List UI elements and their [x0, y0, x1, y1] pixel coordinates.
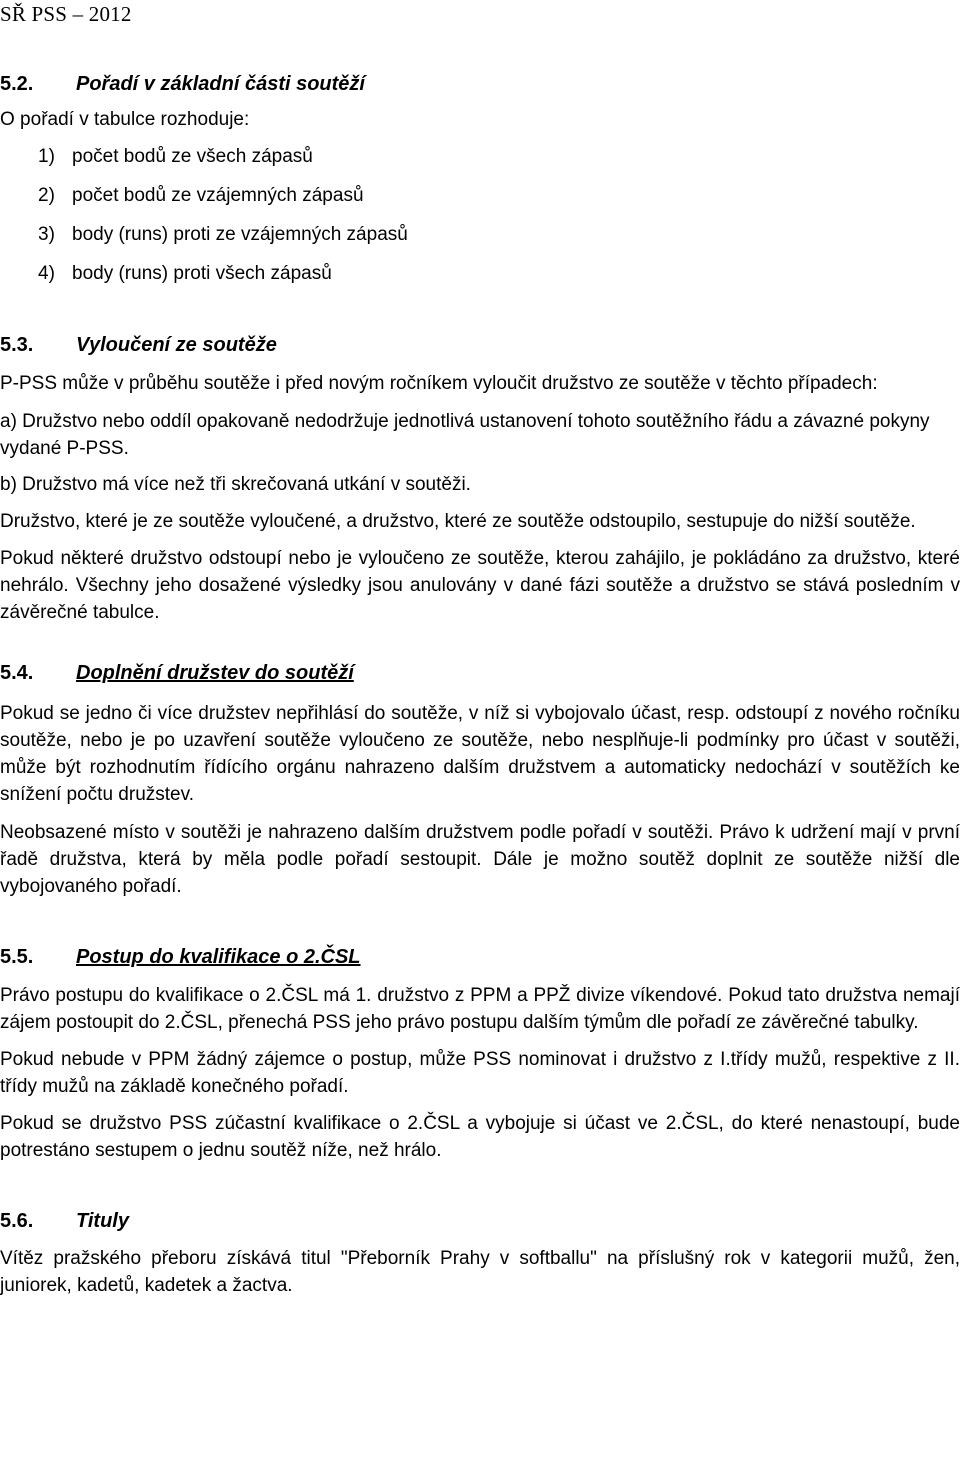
- section-title: Pořadí v základní části soutěží: [76, 73, 365, 95]
- paragraph: Právo postupu do kvalifikace o 2.ČSL má 1. družstvo z PPM a PPŽ divize víkendové. Pokud tato družstva nemají zájem postoupit do 2.ČSL, přenechá PSS jeho právo postupu dalším týmům dle pořadí ze závěrečné tabulky.: [0, 985, 960, 1033]
- paragraph: Pokud se družstvo PSS zúčastní kvalifikace o 2.ČSL a vybojuje si účast ve 2.ČSL, do které nenastoupí, bude potrestáno sestupem o jednu soutěž níže, než hrálo.: [0, 1113, 960, 1161]
- section-number: 5.2.: [0, 73, 34, 95]
- paragraph: Pokud se jedno či více družstev nepřihlásí do soutěže, v níž si vybojovalo účast, resp. odstoupí z nového ročníku soutěže, nebo je po uzavření soutěže vyloučeno ze soutěže, nebo nesplňuje-li podmínky pro účast v soutěži, může být rozhodnutím řídícího orgánu nahrazeno dalším družstvem a automaticky nedochází v soutěžích ke snížení počtu družstev.: [0, 703, 960, 805]
- paragraph: Pokud některé družstvo odstoupí nebo je vyloučeno ze soutěže, kterou zahájilo, je pokládáno za družstvo, které nehrálo. Všechny jeho dosažené výsledky jsou anulovány v dané fázi soutěže a družstvo se stává posledním v závěrečné tabulce.: [0, 548, 960, 623]
- list-text: počet bodů ze všech zápasů: [72, 146, 313, 167]
- section-heading-5-3: [0, 333, 960, 357]
- section-number: 5.5.: [0, 946, 34, 968]
- list-item: [0, 137, 960, 176]
- list-number: 1): [38, 146, 55, 167]
- section-number: 5.6.: [0, 1210, 34, 1232]
- section-heading-5-5: [0, 945, 960, 969]
- section-heading-5-6: [0, 1209, 960, 1233]
- list-number: 4): [38, 263, 55, 284]
- paragraph: Družstvo, které je ze soutěže vyloučené, a družstvo, které ze soutěže odstoupilo, sestupuje do nižší soutěže.: [0, 511, 916, 532]
- list-text: počet bodů ze vzájemných zápasů: [72, 185, 364, 206]
- section-title: Vyloučení ze soutěže: [76, 334, 277, 356]
- section-title: Tituly: [76, 1210, 129, 1232]
- section-title: Postup do kvalifikace o 2.ČSL: [76, 946, 361, 968]
- list-item: [0, 254, 960, 293]
- section-number: 5.4.: [0, 662, 34, 684]
- document-body: [0, 72, 960, 1299]
- section-title: Doplnění družstev do soutěží: [76, 662, 354, 684]
- list-text: body (runs) proti všech zápasů: [72, 263, 332, 284]
- paragraph: O pořadí v tabulce rozhoduje:: [0, 109, 250, 130]
- list-item: [0, 215, 960, 254]
- paragraph: Vítěz pražského přeboru získává titul "Přeborník Prahy v softballu" na příslušný rok v kategorii mužů, žen, juniorek, kadetů, kadetek a žactva.: [0, 1248, 960, 1296]
- section-heading-5-4: [0, 661, 960, 685]
- list-number: 3): [38, 224, 55, 245]
- ranking-list: [0, 137, 960, 293]
- paragraph: a) Družstvo nebo oddíl opakovaně nedodržuje jednotlivá ustanovení tohoto soutěžního řádu a závazné pokyny vydané P-PSS.: [0, 411, 930, 459]
- paragraph: b) Družstvo má více než tři skrečovaná utkání v soutěži.: [0, 474, 471, 495]
- section-number: 5.3.: [0, 334, 34, 356]
- list-text: body (runs) proti ze vzájemných zápasů: [72, 224, 408, 245]
- page-header: SŘ PSS – 2012: [0, 2, 132, 26]
- paragraph: Neobsazené místo v soutěži je nahrazeno dalším družstvem podle pořadí v soutěži. Právo k udržení mají v první řadě družstva, která by měla podle pořadí sestoupit. Dále je možno soutěž doplnit ze soutěže nižší dle vybojovaného pořadí.: [0, 822, 960, 897]
- paragraph: P-PSS může v průběhu soutěže i před novým ročníkem vyloučit družstvo ze soutěže v těchto případech:: [0, 373, 878, 394]
- paragraph: Pokud nebude v PPM žádný zájemce o postup, může PSS nominovat i družstvo z I.třídy mužů, respektive z II. třídy mužů na základě konečného pořadí.: [0, 1049, 960, 1097]
- list-item: [0, 176, 960, 215]
- section-heading-5-2: [0, 72, 960, 96]
- list-number: 2): [38, 185, 55, 206]
